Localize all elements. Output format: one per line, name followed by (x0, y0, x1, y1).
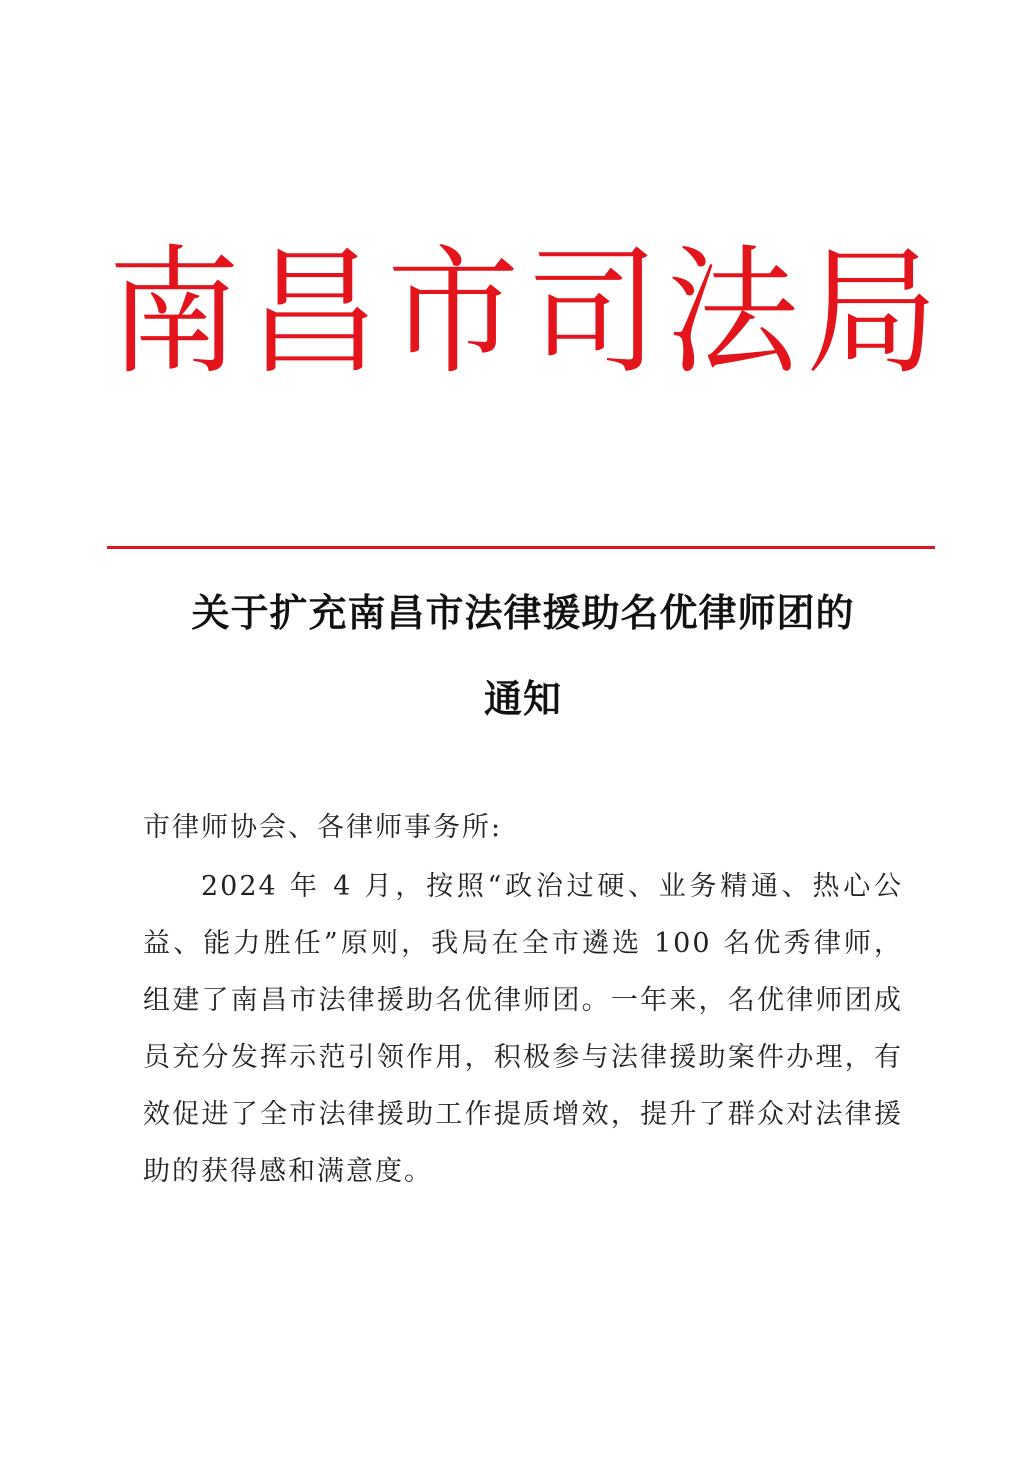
letterhead-char: 南 (108, 232, 240, 394)
body-paragraph: 2024 年 4 月，按照“政治过硬、业务精通、热心公益、能力胜任”原则，我局在全市遴选 100 名优秀律师，组建了南昌市法律援助名优律师团。一年来，名优律师团成员充分发挥示范引领作用，积极参与法律援助案件办理，有效促进了全市法律援助工作提质增效，提升了群众对法律援助的获得感和满意度。 (143, 871, 903, 1187)
letterhead-char: 局 (805, 232, 938, 394)
salutation: 市律师协会、各律师事务所: (143, 812, 503, 843)
document-title-line-1: 关于扩充南昌市法律援助名优律师团的 (191, 590, 855, 635)
letterhead-char: 司 (526, 232, 659, 394)
document-title-line-2: 通知 (483, 676, 562, 721)
letterhead-char: 昌 (247, 232, 380, 394)
letterhead-char: 市 (387, 232, 520, 394)
letterhead (108, 232, 938, 394)
letterhead-char: 法 (666, 232, 799, 394)
red-divider-line (107, 546, 935, 549)
